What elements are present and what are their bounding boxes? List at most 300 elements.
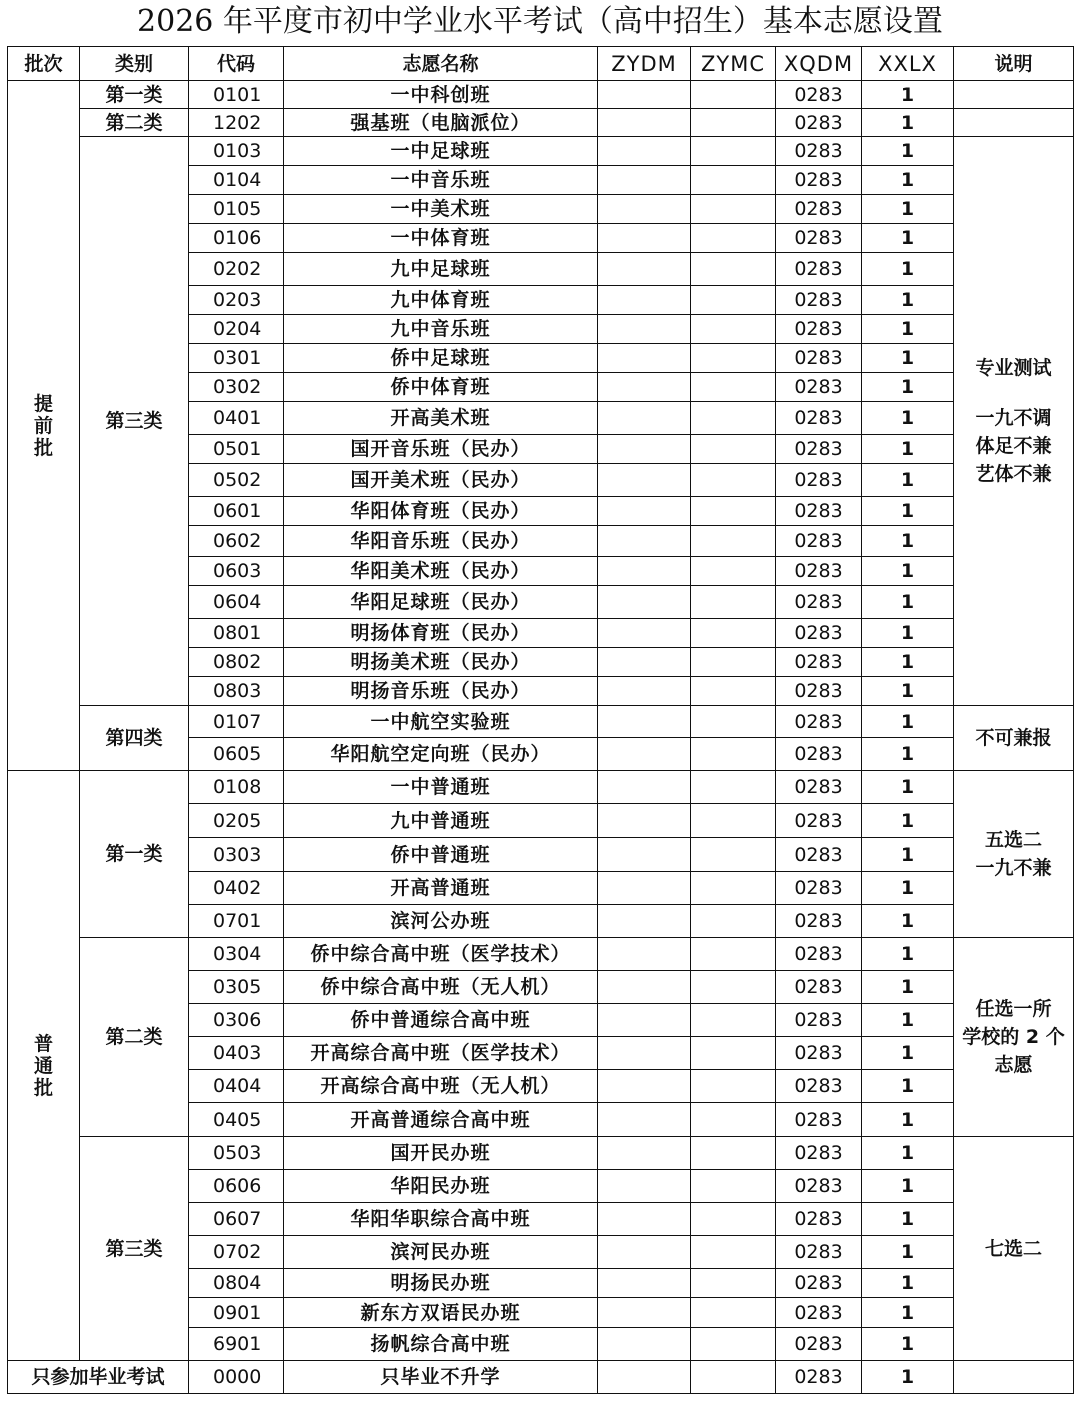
name-cell: 国开民办班	[284, 1137, 598, 1170]
xxlx-cell: 1	[862, 1037, 954, 1070]
note-line: 艺体不兼	[975, 463, 1052, 485]
zymc-cell	[691, 1203, 776, 1236]
code-cell: 0804	[189, 1269, 284, 1298]
code-cell: 0101	[189, 81, 284, 109]
zymc-cell	[691, 648, 776, 677]
xxlx-cell: 1	[862, 373, 954, 402]
zydm-cell	[598, 872, 691, 905]
code-cell: 6901	[189, 1328, 284, 1361]
name-cell: 开高综合高中班（医学技术）	[284, 1037, 598, 1070]
name-cell: 九中足球班	[284, 253, 598, 286]
code-cell: 0402	[189, 872, 284, 905]
code-cell: 0606	[189, 1170, 284, 1203]
note-regular-c3	[954, 1137, 1074, 1361]
xqdm-cell: 0283	[776, 738, 862, 771]
zydm-cell	[598, 166, 691, 195]
zydm-cell	[598, 1170, 691, 1203]
zydm-cell	[598, 315, 691, 344]
name-cell: 侨中普通班	[284, 838, 598, 872]
batch-early-label: 提前批	[33, 392, 53, 459]
zydm-cell	[598, 557, 691, 586]
code-cell: 0602	[189, 526, 284, 557]
xxlx-cell: 1	[862, 109, 954, 137]
xxlx-cell: 1	[862, 677, 954, 706]
xxlx-cell: 1	[862, 804, 954, 838]
zydm-cell	[598, 971, 691, 1004]
xqdm-cell: 0283	[776, 1328, 862, 1361]
code-cell: 0103	[189, 137, 284, 166]
zydm-cell	[598, 1004, 691, 1037]
code-cell: 0107	[189, 706, 284, 738]
zydm-cell	[598, 648, 691, 677]
xqdm-cell: 0283	[776, 872, 862, 905]
zymc-cell	[691, 1137, 776, 1170]
table-row	[8, 137, 1074, 166]
code-cell: 0601	[189, 497, 284, 526]
zydm-cell	[598, 81, 691, 109]
zymc-cell	[691, 464, 776, 497]
zymc-cell	[691, 677, 776, 706]
note-regular-c1	[954, 771, 1074, 938]
xxlx-cell: 1	[862, 1298, 954, 1328]
note-regular-c2	[954, 938, 1074, 1137]
xxlx-cell: 1	[862, 402, 954, 435]
name-cell: 华阳美术班（民办）	[284, 557, 598, 586]
xxlx-cell: 1	[862, 1103, 954, 1137]
note-line: 不可兼报	[975, 727, 1052, 749]
category-early-c3: 第三类	[80, 137, 189, 706]
name-cell: 一中美术班	[284, 195, 598, 224]
note-line: 学校的 2 个	[962, 1026, 1065, 1048]
name-cell: 明扬美术班（民办）	[284, 648, 598, 677]
zydm-cell	[598, 677, 691, 706]
xqdm-cell: 0283	[776, 1103, 862, 1137]
name-cell: 华阳华职综合高中班	[284, 1203, 598, 1236]
xqdm-cell: 0283	[776, 1170, 862, 1203]
xqdm-cell: 0283	[776, 971, 862, 1004]
zymc-cell	[691, 706, 776, 738]
zymc-cell	[691, 344, 776, 373]
note-early-c4	[954, 706, 1074, 771]
note-line: 一九不兼	[975, 857, 1052, 879]
zymc-cell	[691, 1103, 776, 1137]
zydm-cell	[598, 464, 691, 497]
zymc-cell	[691, 771, 776, 804]
name-cell: 新东方双语民办班	[284, 1298, 598, 1328]
xxlx-cell: 1	[862, 137, 954, 166]
zydm-cell	[598, 804, 691, 838]
code-cell: 0604	[189, 586, 284, 619]
xxlx-cell: 1	[862, 344, 954, 373]
code-cell: 0502	[189, 464, 284, 497]
zymc-cell	[691, 1004, 776, 1037]
xxlx-cell: 1	[862, 838, 954, 872]
code-cell: 0801	[189, 619, 284, 648]
zydm-cell	[598, 373, 691, 402]
code-cell: 1202	[189, 109, 284, 137]
note-early-c3	[954, 137, 1074, 706]
name-cell: 一中普通班	[284, 771, 598, 804]
category-regular-c1: 第一类	[80, 771, 189, 938]
batch-early	[8, 81, 80, 771]
note-line: 体足不兼	[975, 435, 1052, 457]
xxlx-cell: 1	[862, 1170, 954, 1203]
xxlx-cell: 1	[862, 1137, 954, 1170]
code-cell: 0501	[189, 435, 284, 464]
name-cell: 滨河民办班	[284, 1236, 598, 1269]
code-cell: 0605	[189, 738, 284, 771]
zymc-cell	[691, 373, 776, 402]
zydm-cell	[598, 586, 691, 619]
name-cell: 开高美术班	[284, 402, 598, 435]
xqdm-cell: 0283	[776, 1037, 862, 1070]
xxlx-cell: 1	[862, 497, 954, 526]
table-row	[8, 771, 1074, 804]
code-cell: 0503	[189, 1137, 284, 1170]
xqdm-cell: 0283	[776, 166, 862, 195]
name-cell: 明扬民办班	[284, 1269, 598, 1298]
name-cell: 国开音乐班（民办）	[284, 435, 598, 464]
header-note: 说明	[954, 47, 1074, 81]
code-cell: 0901	[189, 1298, 284, 1328]
batch-graduation-only: 只参加毕业考试	[8, 1361, 189, 1394]
zydm-cell	[598, 1236, 691, 1269]
name-cell: 九中体育班	[284, 286, 598, 315]
xqdm-cell: 0283	[776, 838, 862, 872]
xxlx-cell: 1	[862, 1361, 954, 1394]
name-cell: 侨中综合高中班（医学技术）	[284, 938, 598, 971]
code-cell: 0405	[189, 1103, 284, 1137]
zymc-cell	[691, 109, 776, 137]
xqdm-cell: 0283	[776, 344, 862, 373]
note-line: 志愿	[994, 1054, 1033, 1076]
name-cell: 一中足球班	[284, 137, 598, 166]
note-empty	[954, 109, 1074, 137]
zydm-cell	[598, 619, 691, 648]
zymc-cell	[691, 905, 776, 938]
code-cell: 0104	[189, 166, 284, 195]
code-cell: 0204	[189, 315, 284, 344]
zymc-cell	[691, 938, 776, 971]
name-cell: 华阳航空定向班（民办）	[284, 738, 598, 771]
xqdm-cell: 0283	[776, 373, 862, 402]
zymc-cell	[691, 166, 776, 195]
xqdm-cell: 0283	[776, 804, 862, 838]
xxlx-cell: 1	[862, 1070, 954, 1103]
zymc-cell	[691, 1328, 776, 1361]
xqdm-cell: 0283	[776, 497, 862, 526]
batch-regular	[8, 771, 80, 1361]
xqdm-cell: 0283	[776, 1236, 862, 1269]
xxlx-cell: 1	[862, 971, 954, 1004]
zydm-cell	[598, 195, 691, 224]
name-cell: 华阳体育班（民办）	[284, 497, 598, 526]
xxlx-cell: 1	[862, 872, 954, 905]
xqdm-cell: 0283	[776, 1004, 862, 1037]
zymc-cell	[691, 402, 776, 435]
zymc-cell	[691, 804, 776, 838]
zymc-cell	[691, 971, 776, 1004]
table-row	[8, 1137, 1074, 1170]
name-cell: 华阳民办班	[284, 1170, 598, 1203]
zymc-cell	[691, 137, 776, 166]
zydm-cell	[598, 137, 691, 166]
code-cell: 0305	[189, 971, 284, 1004]
code-cell: 0401	[189, 402, 284, 435]
zymc-cell	[691, 738, 776, 771]
xxlx-cell: 1	[862, 253, 954, 286]
xxlx-cell: 1	[862, 706, 954, 738]
xxlx-cell: 1	[862, 464, 954, 497]
header-code: 代码	[189, 47, 284, 81]
zydm-cell	[598, 1328, 691, 1361]
zymc-cell	[691, 195, 776, 224]
zydm-cell	[598, 526, 691, 557]
zydm-cell	[598, 109, 691, 137]
zymc-cell	[691, 1037, 776, 1070]
xxlx-cell: 1	[862, 738, 954, 771]
xxlx-cell: 1	[862, 1328, 954, 1361]
code-cell: 0306	[189, 1004, 284, 1037]
zydm-cell	[598, 1137, 691, 1170]
name-cell: 侨中体育班	[284, 373, 598, 402]
xqdm-cell: 0283	[776, 286, 862, 315]
name-cell: 侨中普通综合高中班	[284, 1004, 598, 1037]
zymc-cell	[691, 253, 776, 286]
name-cell: 侨中足球班	[284, 344, 598, 373]
category-regular-c3: 第三类	[80, 1137, 189, 1361]
note-line: 任选一所	[975, 998, 1052, 1020]
xqdm-cell: 0283	[776, 1070, 862, 1103]
zymc-cell	[691, 586, 776, 619]
zymc-cell	[691, 619, 776, 648]
category-early-c4: 第四类	[80, 706, 189, 771]
name-cell: 明扬体育班（民办）	[284, 619, 598, 648]
zydm-cell	[598, 344, 691, 373]
code-cell: 0404	[189, 1070, 284, 1103]
code-cell: 0105	[189, 195, 284, 224]
zydm-cell	[598, 1361, 691, 1394]
name-cell: 只毕业不升学	[284, 1361, 598, 1394]
code-cell: 0000	[189, 1361, 284, 1394]
code-cell: 0106	[189, 224, 284, 253]
xqdm-cell: 0283	[776, 435, 862, 464]
table-row	[8, 938, 1074, 971]
zydm-cell	[598, 435, 691, 464]
note-line: 专业测试	[975, 357, 1052, 379]
xqdm-cell: 0283	[776, 1361, 862, 1394]
code-cell: 0803	[189, 677, 284, 706]
name-cell: 开高综合高中班（无人机）	[284, 1070, 598, 1103]
zymc-cell	[691, 838, 776, 872]
zydm-cell	[598, 1298, 691, 1328]
name-cell: 国开美术班（民办）	[284, 464, 598, 497]
name-cell: 开高普通班	[284, 872, 598, 905]
xqdm-cell: 0283	[776, 1298, 862, 1328]
page-title: 2026 年平度市初中学业水平考试（高中招生）基本志愿设置	[137, 4, 943, 39]
zymc-cell	[691, 526, 776, 557]
name-cell: 侨中综合高中班（无人机）	[284, 971, 598, 1004]
zydm-cell	[598, 224, 691, 253]
zydm-cell	[598, 1269, 691, 1298]
xxlx-cell: 1	[862, 771, 954, 804]
xqdm-cell: 0283	[776, 938, 862, 971]
xxlx-cell: 1	[862, 1269, 954, 1298]
code-cell: 0607	[189, 1203, 284, 1236]
zydm-cell	[598, 738, 691, 771]
code-cell: 0304	[189, 938, 284, 971]
xqdm-cell: 0283	[776, 905, 862, 938]
table-row	[8, 706, 1074, 738]
note-line: 五选二	[984, 829, 1042, 851]
xqdm-cell: 0283	[776, 526, 862, 557]
code-cell: 0701	[189, 905, 284, 938]
xqdm-cell: 0283	[776, 557, 862, 586]
category-early-c2: 第二类	[80, 109, 189, 137]
zymc-cell	[691, 224, 776, 253]
xqdm-cell: 0283	[776, 648, 862, 677]
xxlx-cell: 1	[862, 1236, 954, 1269]
code-cell: 0802	[189, 648, 284, 677]
code-cell: 0205	[189, 804, 284, 838]
zymc-cell	[691, 1298, 776, 1328]
xxlx-cell: 1	[862, 1004, 954, 1037]
zydm-cell	[598, 253, 691, 286]
zymc-cell	[691, 1070, 776, 1103]
xqdm-cell: 0283	[776, 402, 862, 435]
zydm-cell	[598, 938, 691, 971]
note-line: 七选二	[984, 1237, 1042, 1260]
name-cell: 强基班（电脑派位）	[284, 109, 598, 137]
header-batch: 批次	[8, 47, 80, 81]
category-early-c1: 第一类	[80, 81, 189, 109]
xxlx-cell: 1	[862, 905, 954, 938]
code-cell: 0303	[189, 838, 284, 872]
zymc-cell	[691, 497, 776, 526]
zymc-cell	[691, 872, 776, 905]
code-cell: 0302	[189, 373, 284, 402]
header-xqdm: XQDM	[776, 47, 862, 81]
table-row	[8, 1361, 1074, 1394]
name-cell: 一中体育班	[284, 224, 598, 253]
xxlx-cell: 1	[862, 1203, 954, 1236]
xqdm-cell: 0283	[776, 224, 862, 253]
xxlx-cell: 1	[862, 586, 954, 619]
xqdm-cell: 0283	[776, 137, 862, 166]
name-cell: 一中科创班	[284, 81, 598, 109]
header-category: 类别	[80, 47, 189, 81]
name-cell: 滨河公办班	[284, 905, 598, 938]
xxlx-cell: 1	[862, 81, 954, 109]
zydm-cell	[598, 497, 691, 526]
note-line: 一九不调	[975, 407, 1052, 429]
xxlx-cell: 1	[862, 648, 954, 677]
zydm-cell	[598, 838, 691, 872]
xqdm-cell: 0283	[776, 315, 862, 344]
code-cell: 0603	[189, 557, 284, 586]
name-cell: 九中音乐班	[284, 315, 598, 344]
xxlx-cell: 1	[862, 526, 954, 557]
zydm-cell	[598, 771, 691, 804]
name-cell: 华阳音乐班（民办）	[284, 526, 598, 557]
zymc-cell	[691, 557, 776, 586]
header-xxlx: XXLX	[862, 47, 954, 81]
code-cell: 0301	[189, 344, 284, 373]
code-cell: 0403	[189, 1037, 284, 1070]
header-name: 志愿名称	[284, 47, 598, 81]
zydm-cell	[598, 1203, 691, 1236]
note-empty	[954, 1361, 1074, 1394]
xqdm-cell: 0283	[776, 1269, 862, 1298]
name-cell: 明扬音乐班（民办）	[284, 677, 598, 706]
xqdm-cell: 0283	[776, 464, 862, 497]
xxlx-cell: 1	[862, 619, 954, 648]
code-cell: 0202	[189, 253, 284, 286]
zydm-cell	[598, 286, 691, 315]
header-row	[8, 47, 1074, 81]
zydm-cell	[598, 905, 691, 938]
zydm-cell	[598, 1103, 691, 1137]
zymc-cell	[691, 435, 776, 464]
header-zymc: ZYMC	[691, 47, 776, 81]
header-zydm: ZYDM	[598, 47, 691, 81]
xxlx-cell: 1	[862, 557, 954, 586]
zymc-cell	[691, 1236, 776, 1269]
xqdm-cell: 0283	[776, 195, 862, 224]
xqdm-cell: 0283	[776, 253, 862, 286]
xqdm-cell: 0283	[776, 677, 862, 706]
zydm-cell	[598, 1070, 691, 1103]
xqdm-cell: 0283	[776, 1137, 862, 1170]
zymc-cell	[691, 1170, 776, 1203]
batch-regular-label: 普通批	[33, 1032, 53, 1099]
zymc-cell	[691, 315, 776, 344]
volunteer-table	[7, 46, 1074, 1394]
code-cell: 0702	[189, 1236, 284, 1269]
xxlx-cell: 1	[862, 315, 954, 344]
xqdm-cell: 0283	[776, 706, 862, 738]
note-empty	[954, 81, 1074, 109]
name-cell: 一中音乐班	[284, 166, 598, 195]
zymc-cell	[691, 1361, 776, 1394]
code-cell: 0108	[189, 771, 284, 804]
name-cell: 扬帆综合高中班	[284, 1328, 598, 1361]
name-cell: 一中航空实验班	[284, 706, 598, 738]
category-regular-c2: 第二类	[80, 938, 189, 1137]
xqdm-cell: 0283	[776, 619, 862, 648]
code-cell: 0203	[189, 286, 284, 315]
zydm-cell	[598, 706, 691, 738]
xxlx-cell: 1	[862, 195, 954, 224]
table-row	[8, 109, 1074, 137]
xqdm-cell: 0283	[776, 81, 862, 109]
zymc-cell	[691, 286, 776, 315]
xqdm-cell: 0283	[776, 586, 862, 619]
xqdm-cell: 0283	[776, 771, 862, 804]
xxlx-cell: 1	[862, 166, 954, 195]
zymc-cell	[691, 81, 776, 109]
xqdm-cell: 0283	[776, 109, 862, 137]
xxlx-cell: 1	[862, 224, 954, 253]
name-cell: 开高普通综合高中班	[284, 1103, 598, 1137]
name-cell: 华阳足球班（民办）	[284, 586, 598, 619]
xxlx-cell: 1	[862, 435, 954, 464]
name-cell: 九中普通班	[284, 804, 598, 838]
xqdm-cell: 0283	[776, 1203, 862, 1236]
xxlx-cell: 1	[862, 286, 954, 315]
zymc-cell	[691, 1269, 776, 1298]
xxlx-cell: 1	[862, 938, 954, 971]
